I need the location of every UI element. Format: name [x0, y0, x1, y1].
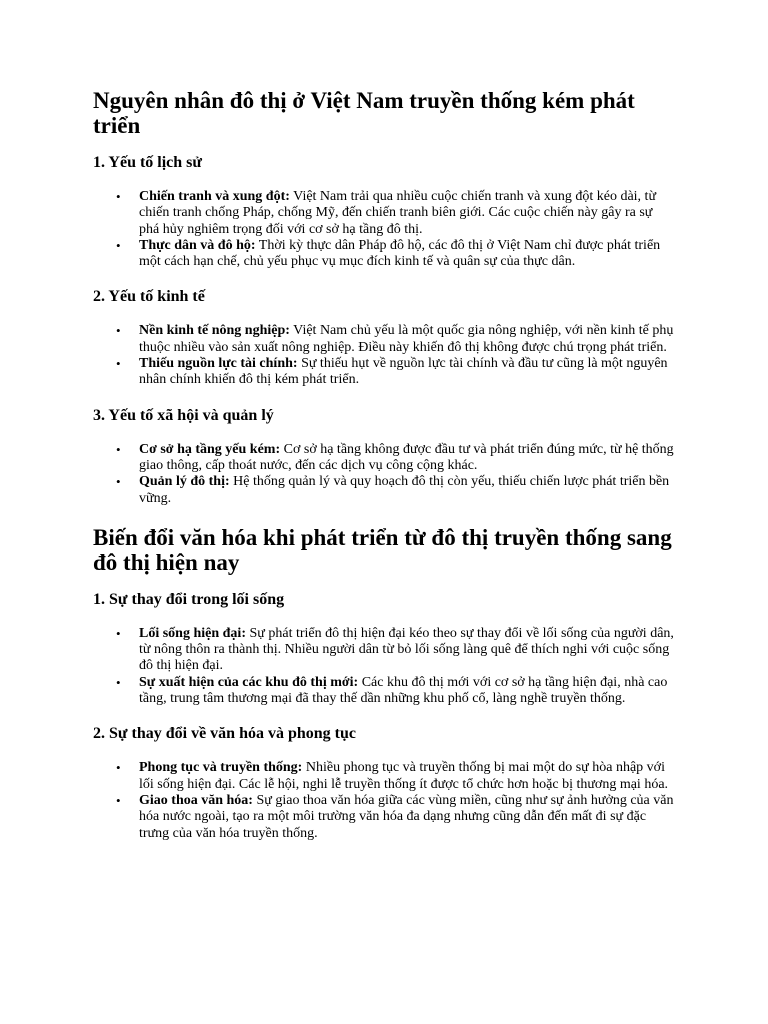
subheading-economy: 2. Yếu tố kinh tế: [93, 288, 205, 306]
item-text: Thời kỳ thực dân Pháp đô hộ, các đô thị ở Việt Nam chỉ được phát triển một cách hạn chế, chủ yếu phục vụ mục đích kinh tế và quân sự của thực dân.: [139, 237, 661, 270]
subheading-history: 1. Yếu tố lịch sử: [93, 154, 203, 171]
item-term: Giao thoa văn hóa:: [139, 792, 253, 808]
subheading-lifestyle: 1. Sự thay đổi trong lối sống: [93, 590, 285, 608]
item-text: Nhiều phong tục và truyền thống bị mai một do sự hòa nhập với lối sống hiện đại. Các lễ hội, nghi lễ truyền thống ít được tổ chức hơn hoặc bị thương mại hóa.: [139, 760, 669, 792]
list-item: [93, 189, 676, 238]
list-item: [93, 760, 676, 793]
subheading-culture-customs: 2. Sự thay đổi về văn hóa và phong tục: [93, 725, 356, 743]
bullet-list-lifestyle: [93, 626, 676, 707]
section-title-causes: Nguyên nhân đô thị ở Việt Nam truyền thống kém phát triển: [93, 88, 635, 138]
list-item: [93, 675, 676, 708]
item-term: Thiếu nguồn lực tài chính:: [139, 356, 298, 372]
list-item: [93, 238, 676, 271]
item-text: Hệ thống quản lý và quy hoạch đô thị còn yếu, thiếu chiến lược phát triển bền vững.: [139, 474, 670, 506]
bullet-list-economy: [93, 323, 676, 388]
item-term: Thực dân và đô hộ:: [139, 237, 256, 253]
item-term: Cơ sở hạ tầng yếu kém:: [139, 441, 281, 457]
list-item: [93, 323, 676, 356]
item-text: Việt Nam chủ yếu là một quốc gia nông nghiệp, với nền kinh tế phụ thuộc nhiều vào sản xuất nông nghiệp. Điều này khiến đô thị không được chú trọng phát triển.: [139, 323, 674, 355]
item-text: Việt Nam trải qua nhiều cuộc chiến tranh và xung đột kéo dài, từ chiến tranh chống Pháp, chống Mỹ, đến chiến tranh biên giới. Các cuộc chiến này gây ra sự phá hủy nghiêm trọng đối với cơ sở hạ tầng đô thị.: [139, 189, 657, 237]
list-item: [93, 626, 676, 675]
item-term: Lối sống hiện đại:: [139, 625, 246, 641]
item-text: Các khu đô thị mới với cơ sở hạ tầng hiện đại, nhà cao tầng, trung tâm thương mại đã thay thế dần những khu phố cổ, làng nghề truyền thống.: [139, 674, 668, 707]
subheading-society: 3. Yếu tố xã hội và quản lý: [93, 406, 274, 424]
list-item: [93, 442, 676, 475]
bullet-list-culture-customs: [93, 760, 676, 841]
list-item: [93, 793, 676, 842]
item-text: Sự phát triển đô thị hiện đại kéo theo sự thay đổi về lối sống của người dân, từ nông thôn ra thành thị. Nhiều người dân từ bỏ lối sống làng quê để thích nghi với cuộc sống đô thị hiện đại.: [139, 625, 674, 674]
item-term: Chiến tranh và xung đột:: [139, 189, 290, 204]
section-title-cultural-change: Biến đổi văn hóa khi phát triển từ đô thị truyền thống sang đô thị hiện nay: [93, 524, 672, 575]
item-text: Sự giao thoa văn hóa giữa các vùng miền, cũng như sự ảnh hưởng của văn hóa nước ngoài, tạo ra một môi trường văn hóa đa dạng nhưng cũng dẫn đến mất đi sự đặc trưng của văn hóa truyền thống.: [139, 792, 674, 841]
list-item: [93, 474, 676, 507]
item-text: Sự thiếu hụt về nguồn lực tài chính và đầu tư cũng là một nguyên nhân chính khiến đô thị kém phát triển.: [139, 356, 668, 388]
bullet-list-history: [93, 189, 676, 270]
list-item: [93, 356, 676, 389]
item-term: Sự xuất hiện của các khu đô thị mới:: [139, 674, 359, 690]
item-text: Cơ sở hạ tầng không được đầu tư và phát triển đúng mức, từ hệ thống giao thông, cấp thoát nước, đến các dịch vụ công cộng khác.: [139, 441, 674, 473]
bullet-list-society: [93, 442, 676, 507]
item-term: Nền kinh tế nông nghiệp:: [139, 323, 290, 339]
item-term: Quản lý đô thị:: [139, 474, 230, 490]
item-term: Phong tục và truyền thống:: [139, 760, 303, 776]
